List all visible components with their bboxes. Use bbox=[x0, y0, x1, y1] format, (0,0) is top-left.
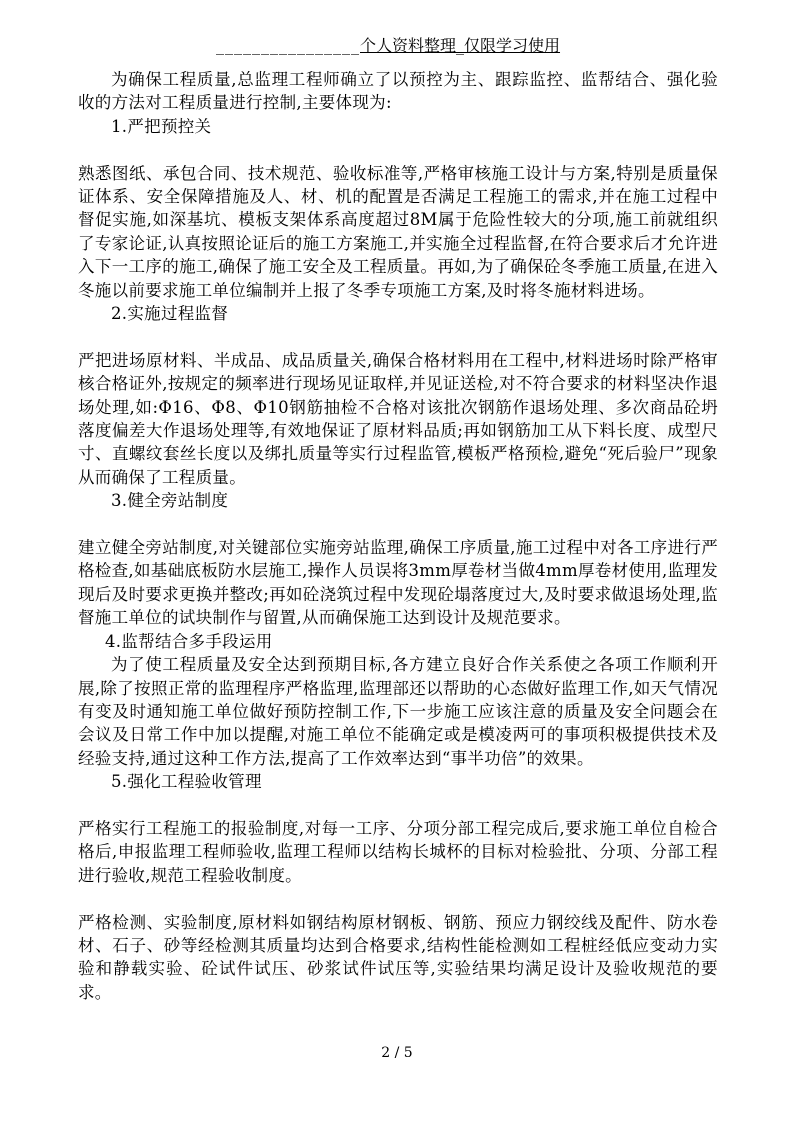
section-3-paragraph: 建立健全旁站制度,对关键部位实施旁站监理,确保工序质量,施工过程中对各工序进行严格检查,如基础底板防水层施工,操作人员误将3mm厚卷材当做4mm厚卷材使用,监理发现后及时要求更换并整改;再如砼浇筑过程中发现砼塌落度过大,及时要求做退场处理,监督施工单位的试块制作与留置,从而确保施工达到设计及规范要求。 bbox=[78, 538, 718, 628]
section-heading-5: 5.强化工程验收管理 bbox=[111, 772, 262, 792]
blank-line bbox=[78, 794, 718, 817]
section-heading-3: 3.健全旁站制度 bbox=[111, 491, 229, 511]
header-text: 个人资料整理_仅限学习使用 bbox=[360, 36, 561, 55]
blank-line bbox=[78, 138, 718, 161]
section-heading-2: 2.实施过程监督 bbox=[111, 304, 229, 324]
section-2-paragraph: 严把进场原材料、半成品、成品质量关,确保合格材料用在工程中,材料进场时除严格审核合格证外,按规定的频率进行现场见证取样,并见证送检,对不符合要求的材料坚决作退场处理,如:Φ16、Φ8、Φ10钢筋抽检不合格对该批次钢筋作退场处理、多次商品砼坍落度偏差大作退场处理等,有效地保证了原材料品质;再如钢筋加工从下料长度、成型尺寸、直螺纹套丝长度以及绑扎质量等实行过程监管,模板严格预检,避免“死后验尸”现象从而确保了工程质量。 bbox=[78, 350, 718, 487]
document-body bbox=[78, 68, 718, 1004]
intro-paragraph: 为确保工程质量,总监理工程师确立了以预控为主、跟踪监控、监帮结合、强化验收的方法对工程质量进行控制,主要体现为: bbox=[78, 70, 718, 113]
blank-line bbox=[78, 887, 718, 910]
blank-line bbox=[78, 513, 718, 536]
blank-line bbox=[78, 325, 718, 348]
page-number: 2 / 5 bbox=[381, 1045, 413, 1061]
section-heading-1: 1.严把预控关 bbox=[111, 116, 212, 136]
section-5-paragraph-2: 严格检测、实验制度,原材料如钢结构原材钢板、钢筋、预应力钢绞线及配件、防水卷材、石子、砂等经检测其质量均达到合格要求,结构性能检测如工程桩经低应变动力实验和静载实验、砼试件试压、砂浆试件试压等,实验结果均满足设计及验收规范的要求。 bbox=[78, 912, 718, 1002]
section-5-paragraph-1: 严格实行工程施工的报验制度,对每一工序、分项分部工程完成后,要求施工单位自检合格后,申报监理工程师验收,监理工程师以结构长城杯的目标对检验批、分项、分部工程进行验收,规范工程验收制度。 bbox=[78, 818, 718, 885]
section-4-paragraph: 为了使工程质量及安全达到预期目标,各方建立良好合作关系使之各项工作顺利开展,除了按照正常的监理程序严格监理,监理部还以帮助的心态做好监理工作,如天气情况有变及时通知施工单位做好预防控制工作,下一步施工应该注意的质量及安全问题会在会议及日常工作中加以提醒,对施工单位不能确定或是模凌两可的事项积极提供技术及经验支持,通过这种工作方法,提高了工作效率达到“事半功倍”的效果。 bbox=[78, 655, 718, 768]
section-heading-4: 4.监帮结合多手段运用 bbox=[105, 631, 273, 651]
header-dashes: ________________ bbox=[216, 36, 360, 55]
section-1-paragraph: 熟悉图纸、承包合同、技术规范、验收标准等,严格审核施工设计与方案,特别是质量保证体系、安全保障措施及人、材、机的配置是否满足工程施工的需求,并在施工过程中督促实施,如深基坑、模板支架体系高度超过8M属于危险性较大的分项,施工前就组织了专家论证,认真按照论证后的施工方案施工,并实施全过程监督,在符合要求后才允许进入下一工序的施工,确保了施工安全及工程质量。再如,为了确保砼冬季施工质量,在进入冬施以前要求施工单位编制并上报了冬季专项施工方案,及时将冬施材料进场。 bbox=[78, 163, 718, 300]
page-header bbox=[216, 36, 596, 56]
